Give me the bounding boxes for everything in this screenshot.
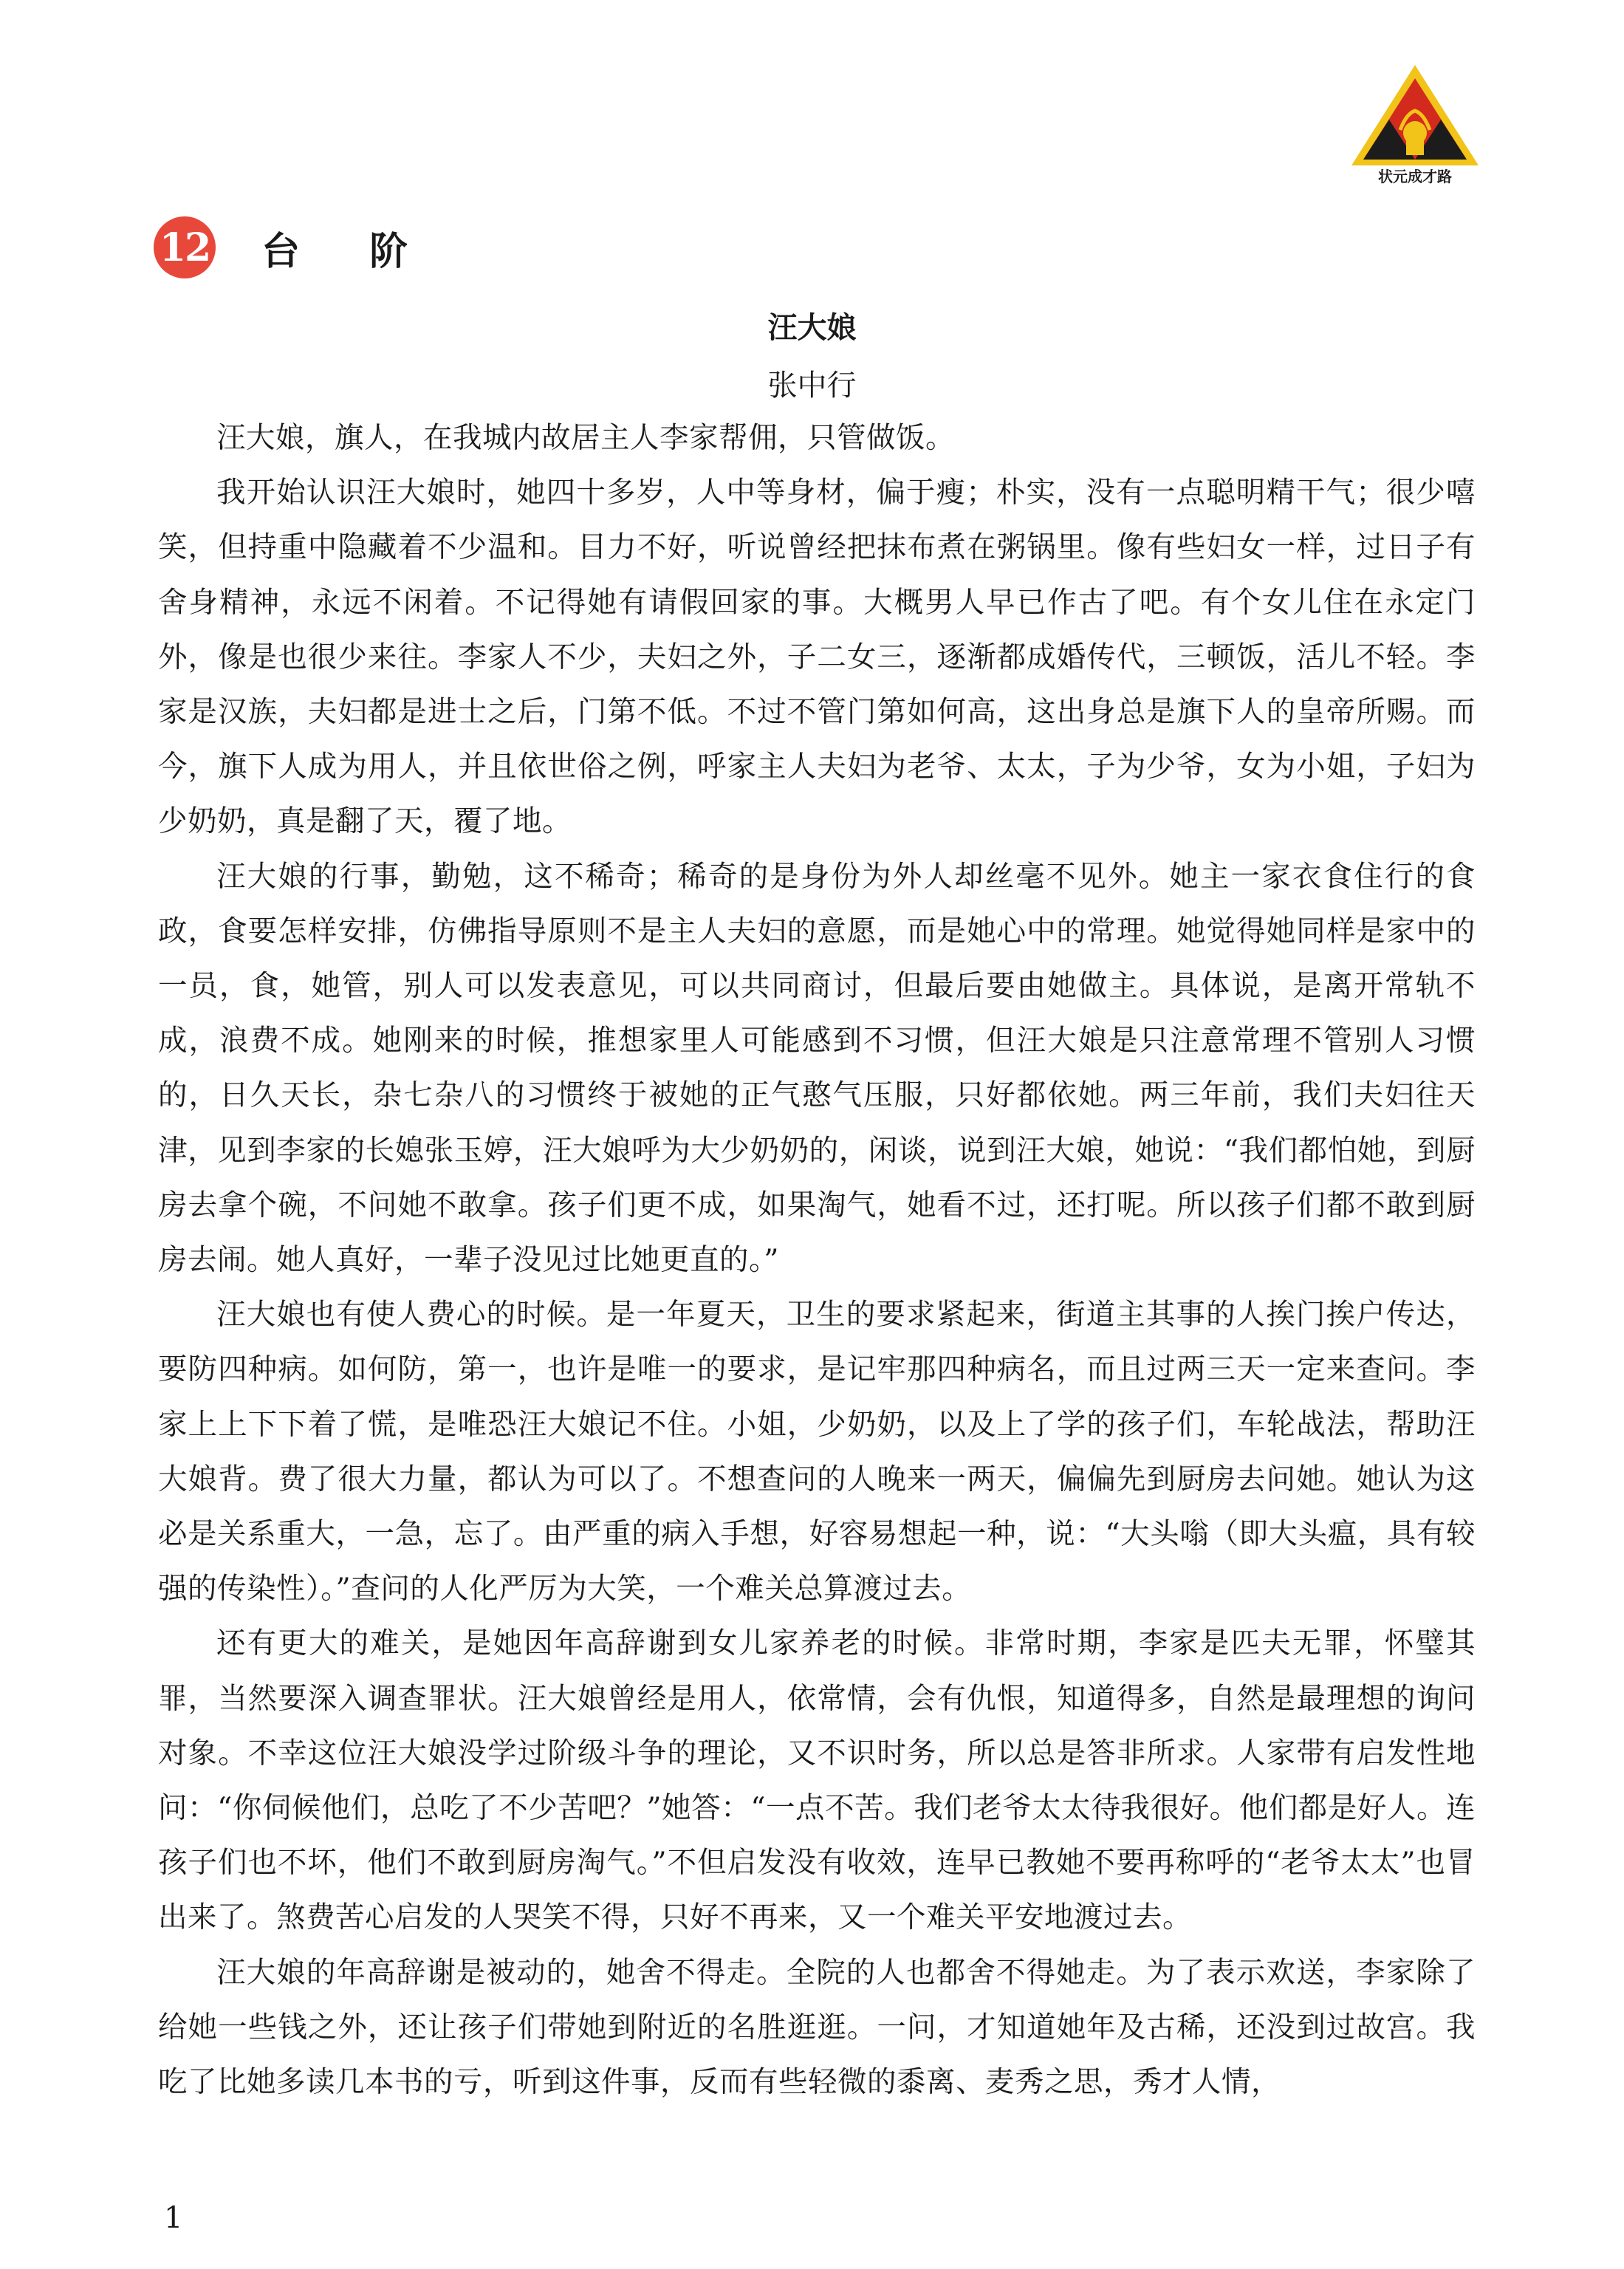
logo-text: 状元成才路 [1378,168,1452,185]
paragraph: 汪大娘的年高辞谢是被动的，她舍不得走。全院的人也都舍不得她走。为了表示欢送，李家除了给她一些钱之外，还让孩子们带她到附近的名胜逛逛。一问，才知道她年及古稀，还没到过故宫。我吃了比她多读几本书的亏，听到这件事，反而有些轻微的黍离、麦秀之思，秀才人情， [158,1955,1476,2100]
lesson-title: 台 阶 [261,229,436,274]
lesson-header [154,216,436,279]
paragraph: 我开始认识汪大娘时，她四十多岁，人中等身材，偏于瘦；朴实，没有一点聪明精干气；很少嘻笑，但持重中隐藏着不少温和。目力不好，听说曾经把抹布煮在粥锅里。像有些妇女一样，过日子有舍身精神，永远不闲着。不记得她有请假回家的事。大概男人早已作古了吧。有个女儿住在永定门外，像是也很少来往。李家人不少，夫妇之外，子二女三，逐渐都成婚传代，三顿饭，活儿不轻。李家是汉族，夫妇都是进士之后，门第不低。不过不管门第如何高，这出身总是旗下人的皇帝所赐。而今，旗下人成为用人，并且依世俗之例，呼家主人夫妇为老爷、太太，子为少爷，女为小姐，子妇为少奶奶，真是翻了天，覆了地。 [158,476,1476,839]
paragraph: 汪大娘的行事，勤勉，这不稀奇；稀奇的是身份为外人却丝毫不见外。她主一家衣食住行的食政，食要怎样安排，仿佛指导原则不是主人夫妇的意愿，而是她心中的常理。她觉得她同样是家中的一员，食，她管，别人可以发表意见，可以共同商讨，但最后要由她做主。具体说，是离开常轨不成，浪费不成。她刚来的时候，推想家里人可能感到不习惯，但汪大娘是只注意常理不管别人习惯的，日久天长，杂七杂八的习惯终于被她的正气憨气压服，只好都依她。两三年前，我们夫妇往天津，见到李家的长媳张玉婷，汪大娘呼为大少奶奶的，闲谈，说到汪大娘，她说：“我们都怕她，到厨房去拿个碗，不问她不敢拿。孩子们更不成，如果淘气，她看不过，还打呢。所以孩子们都不敢到厨房去闹。她人真好，一辈子没见过比她更直的。” [158,859,1476,1278]
paragraph: 汪大娘也有使人费心的时候。是一年夏天，卫生的要求紧起来，街道主其事的人挨门挨户传达，要防四种病。如何防，第一，也许是唯一的要求，是记牢那四种病名，而且过两三天一定来查问。李家上上下下着了慌，是唯恐汪大娘记不住。小姐，少奶奶，以及上了学的孩子们，车轮战法，帮助汪大娘背。费了很大力量，都认为可以了。不想查问的人晚来一两天，偏偏先到厨房去问她。她认为这必是关系重大，一急，忘了。由严重的病入手想，好容易想起一种，说：“大头嗡（即大头瘟，具有较强的传染性）。”查问的人化严厉为大笑，一个难关总算渡过去。 [158,1298,1476,1606]
article-title: 汪大娘 [767,311,857,345]
article-author: 张中行 [767,369,857,403]
paragraph: 还有更大的难关，是她因年高辞谢到女儿家养老的时候。非常时期，李家是匹夫无罪，怀璧其罪，当然要深入调查罪状。汪大娘曾经是用人，依常情，会有仇恨，知道得多，自然是最理想的询问对象。不幸这位汪大娘没学过阶级斗争的理论，又不识时务，所以总是答非所求。人家带有启发性地问：“你伺候他们，总吃了不少苦吧？”她答：“一点不苦。我们老爷太太待我很好。他们都是好人。连孩子们也不坏，他们不敢到厨房淘气。”不但启发没有收效，连早已教她不要再称呼的“老爷太太”也冒出来了。煞费苦心启发的人哭笑不得，只好不再来，又一个难关平安地渡过去。 [158,1626,1476,1935]
paragraph: 汪大娘，旗人，在我城内故居主人李家帮佣，只管做饭。 [216,421,955,455]
publisher-logo [1349,62,1481,188]
article-body [158,411,1476,2109]
lesson-number-badge: 12 [154,216,216,278]
page-number: 1 [164,2201,183,2235]
